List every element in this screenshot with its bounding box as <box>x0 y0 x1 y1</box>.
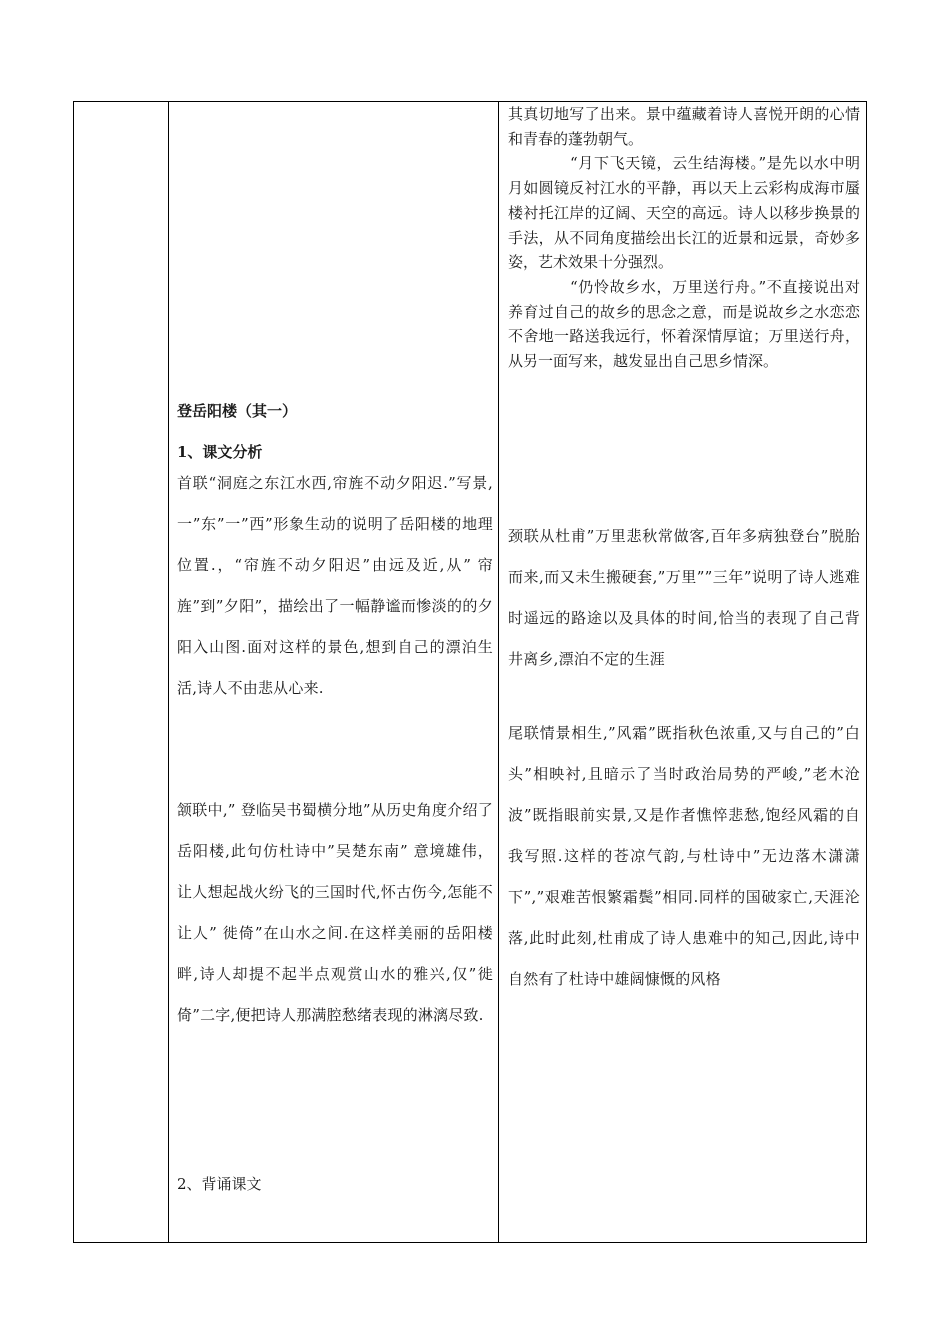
column-divider-1 <box>168 102 169 1242</box>
analysis-paragraph-1-block <box>177 463 493 709</box>
commentary-paragraph-3: “仍怜故乡水，万里送行舟。”不直接说出对养育过自己的故乡的思念之意，而是说故乡之水恋恋不舍地一路送我远行，怀着深情厚谊；万里送行舟，从另一面写来，越发显出自己思乡情深。 <box>508 277 860 371</box>
right-analysis-paragraph-2-block <box>508 713 860 1000</box>
column-divider-2 <box>498 102 499 1242</box>
section-heading-recite: 2、背诵课文 <box>177 1175 262 1193</box>
right-analysis-paragraph-1: 颈联从杜甫”万里悲秋常做客,百年多病独登台”脱胎而来,而又未生搬硬套,”万里””三年”说明了诗人逃难时遥远的路途以及具体的时间,恰当的表现了自己背井离乡,漂泊不定的生涯 <box>508 527 860 668</box>
analysis-paragraph-2-block <box>177 790 493 1036</box>
right-analysis-paragraph-1-block <box>508 516 860 680</box>
right-analysis-paragraph-2: 尾联情景相生,”风霜”既指秋色浓重,又与自己的”白头”相映衬,且暗示了当时政治局势的严峻,”老木沧波”既指眼前实景,又是作者憔悴悲愁,饱经风霜的自我写照.这样的苍凉气韵,与杜诗中”无边落木潇潇下”,”艰难苦恨繁霜鬓”相同.同样的国破家亡,天涯沦落,此时此刻,杜甫成了诗人患难中的知己,因此,诗中自然有了杜诗中雄阔慷慨的风格 <box>508 724 860 988</box>
poem-title: 登岳阳楼（其一） <box>177 402 298 420</box>
commentary-paragraph-2: “月下飞天镜，云生结海楼。”是先以水中明月如圆镜反衬江水的平静，再以天上云彩构成海市蜃楼衬托江岸的辽阔、天空的高远。诗人以移步换景的手法，从不同角度描绘出长江的近景和远景，奇妙多姿，艺术效果十分强烈。 <box>508 154 860 272</box>
commentary-paragraph-1: 其真切地写了出来。景中蕴藏着诗人喜悦开朗的心情和青春的蓬勃朝气。 <box>508 105 860 148</box>
section-heading-analysis: 1、课文分析 <box>177 443 263 461</box>
analysis-paragraph-1: 首联“洞庭之东江水西,帘旌不动夕阳迟.”写景,一”东”一”西”形象生动的说明了岳阳楼的地理位置.，“帘旌不动夕阳迟”由远及近,从” 帘旌”到”夕阳”，描绘出了一幅静谧而惨淡的的夕阳入山图.面对这样的景色,想到自己的漂泊生活,诗人不由悲从心来. <box>177 474 493 697</box>
lesson-table <box>73 101 867 1243</box>
analysis-paragraph-2: 颔联中,” 登临吴书蜀横分地”从历史角度介绍了岳阳楼,此句仿杜诗中”吴楚东南” 意境雄伟， 让人想起战火纷飞的三国时代,怀古伤今,怎能不让人” 徙倚”在山水之间.在这样美丽的岳阳楼畔,诗人却提不起半点观赏山水的雅兴,仅”徙倚”二字,便把诗人那满腔愁绪表现的淋漓尽致. <box>177 801 493 1024</box>
right-top-commentary <box>508 102 860 374</box>
